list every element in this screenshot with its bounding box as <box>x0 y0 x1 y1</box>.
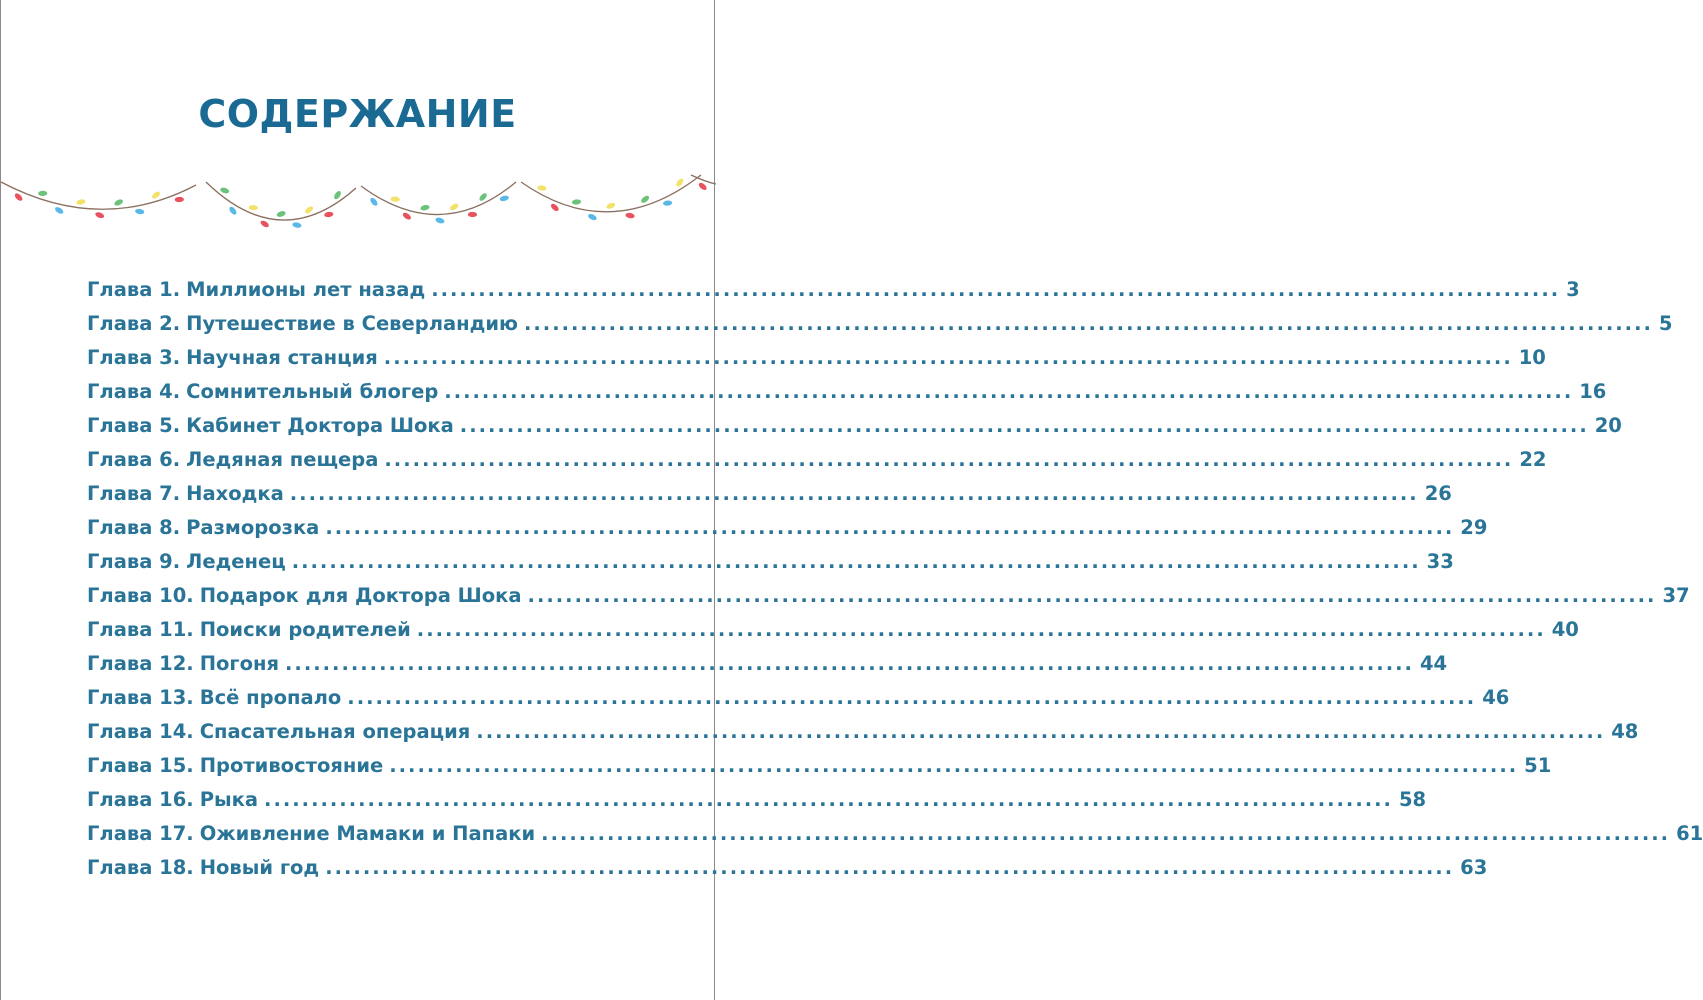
garland-bulb-icon <box>13 192 23 202</box>
garland-bulb-icon <box>478 192 488 202</box>
toc-entry[interactable] <box>87 477 1452 511</box>
dot-leader: ........................................................................................................................ <box>431 278 1561 301</box>
garland-bulb-icon <box>606 202 616 210</box>
chapter-label: Глава 18. <box>87 856 194 879</box>
garland-bulb-icon <box>175 197 184 203</box>
garland-bulb-icon <box>675 177 685 187</box>
chapter-label: Глава 10. <box>87 584 194 607</box>
chapter-title: Ледяная пещера <box>186 448 379 471</box>
garland-bulb-icon <box>292 222 302 229</box>
chapter-title: Леденец <box>186 550 286 573</box>
garland-bulb-icon <box>135 208 145 215</box>
toc-entry[interactable] <box>87 545 1454 579</box>
garland-decoration-icon <box>1 160 716 250</box>
garland-bulb-icon <box>663 200 673 206</box>
toc-entry[interactable] <box>87 307 1673 341</box>
dot-leader: ........................................................................................................................ <box>523 312 1653 335</box>
chapter-title: Подарок для Доктора Шока <box>199 584 522 607</box>
garland-bulb-icon <box>435 217 445 225</box>
page-number: 33 <box>1426 550 1454 573</box>
toc-entry[interactable] <box>87 443 1547 477</box>
dot-leader: ........................................................................................................................ <box>459 414 1589 437</box>
garland-bulb-icon <box>468 212 477 217</box>
dot-leader: ........................................................................................................................ <box>444 380 1574 403</box>
chapter-title: Спасательная операция <box>199 720 471 743</box>
garland-bulb-icon <box>698 181 708 191</box>
garland-bulb-icon <box>276 210 286 218</box>
page-number: 20 <box>1594 414 1622 437</box>
page-number: 37 <box>1662 584 1690 607</box>
chapter-title: Сомнительный блогер <box>186 380 439 403</box>
toc-entry[interactable] <box>87 681 1510 715</box>
garland-bulb-icon <box>54 206 65 215</box>
toc-entry[interactable] <box>87 341 1546 375</box>
chapter-title: Кабинет Доктора Шока <box>186 414 454 437</box>
chapter-label: Глава 8. <box>87 516 181 539</box>
chapter-title: Рыка <box>199 788 259 811</box>
chapter-title: Миллионы лет назад <box>186 278 426 301</box>
dot-leader: ........................................................................................................................ <box>476 720 1606 743</box>
toc-entry[interactable] <box>87 579 1690 613</box>
chapter-label: Глава 6. <box>87 448 181 471</box>
page-number: 51 <box>1524 754 1552 777</box>
garland-bulb-icon <box>259 219 270 228</box>
chapter-label: Глава 16. <box>87 788 194 811</box>
chapter-title: Путешествие в Северландию <box>186 312 518 335</box>
dot-leader: ........................................................................................................................ <box>285 652 1414 675</box>
garland-bulb-icon <box>94 211 104 219</box>
dot-leader: ........................................................................................................................ <box>325 516 1455 539</box>
toc-entry[interactable] <box>87 749 1552 783</box>
garland-bulb-icon <box>625 212 635 219</box>
chapter-title: Всё пропало <box>199 686 342 709</box>
garland-bulb-icon <box>390 196 400 202</box>
page-number: 3 <box>1566 278 1580 301</box>
garland-bulb-icon <box>220 187 230 195</box>
garland-bulb-icon <box>420 204 430 211</box>
page-title: СОДЕРЖАНИЕ <box>198 92 517 136</box>
chapter-label: Глава 12. <box>87 652 194 675</box>
page-number: 40 <box>1551 618 1579 641</box>
toc-entry[interactable] <box>87 613 1579 647</box>
dot-leader: ........................................................................................................................ <box>264 788 1393 811</box>
chapter-title: Научная станция <box>186 346 378 369</box>
page-number: 26 <box>1424 482 1452 505</box>
page-number: 16 <box>1579 380 1607 403</box>
dot-leader: ........................................................................................................................ <box>347 686 1477 709</box>
table-of-contents <box>87 273 1703 885</box>
garland-bulb-icon <box>333 190 343 201</box>
chapter-label: Глава 14. <box>87 720 194 743</box>
chapter-label: Глава 15. <box>87 754 194 777</box>
chapter-label: Глава 17. <box>87 822 194 845</box>
page-number: 10 <box>1518 346 1546 369</box>
page-number: 44 <box>1419 652 1448 675</box>
garland-bulb-icon <box>499 195 509 202</box>
toc-entry[interactable] <box>87 409 1622 443</box>
chapter-title: Погоня <box>199 652 279 675</box>
page-number: 46 <box>1482 686 1510 709</box>
toc-entry[interactable] <box>87 511 1488 545</box>
garland-bulb-icon <box>324 211 334 217</box>
chapter-title: Разморозка <box>186 516 320 539</box>
toc-entry[interactable] <box>87 273 1580 307</box>
toc-entry[interactable] <box>87 715 1639 749</box>
chapter-label: Глава 5. <box>87 414 181 437</box>
chapter-title: Новый год <box>199 856 320 879</box>
dot-leader: ........................................................................................................................ <box>541 822 1671 845</box>
chapter-label: Глава 7. <box>87 482 181 505</box>
dot-leader: ........................................................................................................................ <box>289 482 1419 505</box>
toc-entry[interactable] <box>87 817 1703 851</box>
page-number: 63 <box>1460 856 1488 879</box>
page-number: 22 <box>1519 448 1547 471</box>
dot-leader: ........................................................................................................................ <box>291 550 1421 573</box>
dot-leader: ........................................................................................................................ <box>325 856 1455 879</box>
page-number: 48 <box>1611 720 1639 743</box>
chapter-label: Глава 1. <box>87 278 181 301</box>
dot-leader: ........................................................................................................................ <box>416 618 1546 641</box>
dot-leader: ........................................................................................................................ <box>383 346 1513 369</box>
chapter-title: Противостояние <box>199 754 384 777</box>
toc-entry[interactable] <box>87 851 1488 885</box>
page-number: 29 <box>1460 516 1488 539</box>
chapter-title: Поиски родителей <box>199 618 411 641</box>
garland-bulb-icon <box>76 198 86 205</box>
chapter-label: Глава 11. <box>87 618 194 641</box>
garland-bulb-icon <box>304 205 314 215</box>
page-number: 61 <box>1676 822 1703 845</box>
toc-entry[interactable] <box>87 375 1607 409</box>
garland-bulb-icon <box>38 191 47 197</box>
page-number: 58 <box>1398 788 1427 811</box>
chapter-title: Оживление Мамаки и Папаки <box>199 822 536 845</box>
garland-bulb-icon <box>249 205 258 211</box>
toc-entry[interactable] <box>87 783 1427 817</box>
garland-bulb-icon <box>587 213 598 222</box>
chapter-label: Глава 13. <box>87 686 194 709</box>
garland-bulb-icon <box>402 211 413 221</box>
garland-bulb-icon <box>550 202 560 212</box>
dot-leader: ........................................................................................................................ <box>384 448 1514 471</box>
garland-bulb-icon <box>572 199 582 205</box>
dot-leader: ........................................................................................................................ <box>389 754 1519 777</box>
chapter-label: Глава 9. <box>87 550 181 573</box>
chapter-label: Глава 2. <box>87 312 181 335</box>
garland-bulb-icon <box>449 202 460 211</box>
chapter-title: Находка <box>186 482 284 505</box>
chapter-label: Глава 4. <box>87 380 181 403</box>
chapter-label: Глава 3. <box>87 346 181 369</box>
garland-bulb-icon <box>228 205 238 215</box>
garland-bulb-icon <box>537 185 547 192</box>
garland-bulb-icon <box>640 194 650 204</box>
garland-bulb-icon <box>369 197 379 207</box>
garland-bulb-icon <box>113 198 124 207</box>
page-number: 5 <box>1658 312 1673 335</box>
garland-bulb-icon <box>151 190 161 200</box>
toc-entry[interactable] <box>87 647 1448 681</box>
dot-leader: ........................................................................................................................ <box>527 584 1657 607</box>
